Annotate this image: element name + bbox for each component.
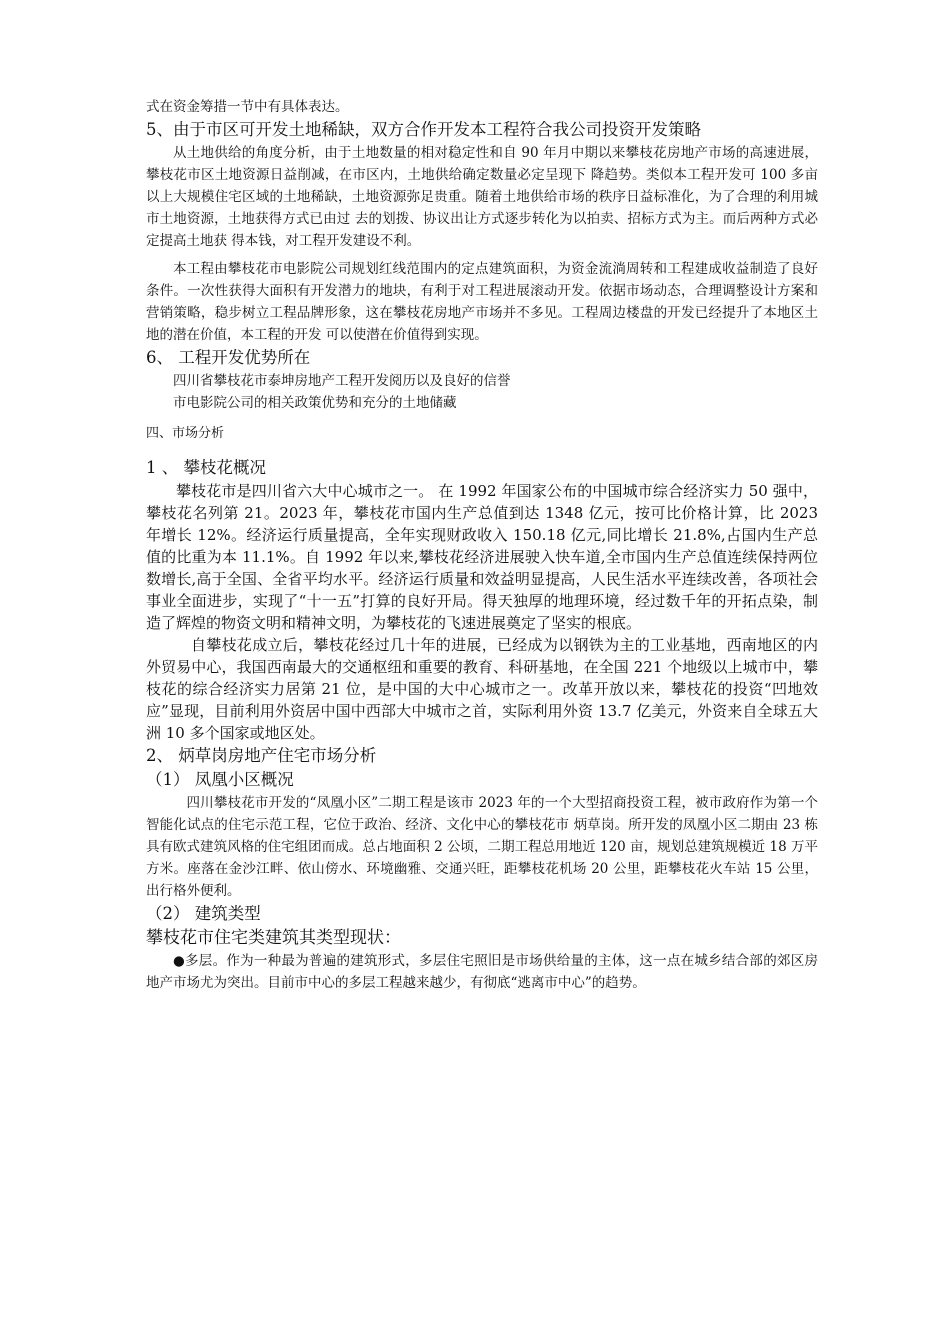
building-types-heading: 攀枝花市住宅类建筑其类型现状：: [146, 928, 401, 948]
section-5-paragraph-2: 本工程由攀枝花市电影院公司规划红线范围内的定点建筑面积，为资金流淌周转和工程建成收益制造了良好条件。一次性获得大面积有开发潜力的地块，有利于对工程进展滚动开发。依据市场动态，合理调整设计方案和营销策略，稳步树立工程品牌形象，这在攀枝花房地产市场并不多见。工程周边楼盘的开发已经提升了本地区土地的潜在价值，本工程的开发 可以使潜在价值得到实现。: [146, 261, 818, 343]
section-6-heading: 6、 工程开发优势所在: [146, 348, 311, 367]
subsection-2-heading: （2） 建筑类型: [146, 904, 261, 923]
section-2-heading: 2、 炳草岗房地产住宅市场分析: [146, 746, 377, 765]
subsection-1-heading: （1） 凤凰小区概况: [146, 770, 294, 789]
section-6-item-1: 四川省攀枝花市泰坤房地产工程开发阅历以及良好的信誉: [173, 373, 511, 389]
chapter-4-heading: 四、市场分析: [146, 426, 225, 441]
section-5-heading: 5、由于市区可开发土地稀缺，双方合作开发本工程符合我公司投资开发策略: [146, 120, 701, 139]
section-6-item-2: 市电影院公司的相关政策优势和充分的土地储藏: [173, 395, 457, 411]
section-1-paragraph-1: 攀枝花市是四川省六大中心城市之一。 在 1992 年国家公布的中国城市综合经济实力 50 强中，攀枝花名列第 21。2023 年，攀枝花市国内生产总值到达 1348 亿元，按可比价格计算，比 2023 年增长 12%。经济运行质量提高，全年实现财政收入 150.18 亿元,同比增长 21.8%,占国内生产总值的比重为本 11.1%。自 1992 年以来,攀枝花经济进展驶入快车道,全市国内生产总值连续保持两位数增长,高于全国、全省平均水平。经济运行质量和效益明显提高，人民生活水平连续改善，各项社会事业全面进步，实现了“十一五”打算的良好开局。得天独厚的地理环境，经过数千年的开拓点染，制造了辉煌的物资文明和精神文明，为攀枝花的飞速进展奠定了坚实的根底。: [146, 482, 818, 632]
document-page: [146, 96, 818, 994]
intro-paragraph: 式在资金筹措一节中有具体表达。: [146, 99, 349, 115]
subsection-1-paragraph: 四川攀枝花市开发的“凤凰小区”二期工程是该市 2023 年的一个大型招商投资工程，被市政府作为第一个智能化试点的住宅示范工程，它位于政治、经济、文化中心的攀枝花市 炳草岗。所开发的凤凰小区二期由 23 栋具有欧式建筑风格的住宅组团而成。总占地面积 2 公顷，二期工程总用地近 120 亩，规划总建筑规模近 18 万平方米。座落在金沙江畔、依山傍水、环境幽雅、交通兴旺，距攀枝花机场 20 公里，距攀枝花火车站 15 公里，出行格外便利。: [146, 795, 818, 899]
multi-storey-bullet-paragraph: ●多层。作为一种最为普遍的建筑形式，多层住宅照旧是市场供给量的主体，这一点在城乡结合部的郊区房地产市场尤为突出。目前市中心的多层工程越来越少，有彻底“逃离市中心”的趋势。: [146, 953, 818, 991]
section-1-paragraph-2: 自攀枝花成立后，攀枝花经过几十年的进展，已经成为以钢铁为主的工业基地，西南地区的内外贸易中心，我国西南最大的交通枢纽和重要的教育、科研基地，在全国 221 个地级以上城市中，攀枝花的综合经济实力居第 21 位，是中国的大中心城市之一。改革开放以来，攀枝花的投资“凹地效应”显现，目前利用外资居中国中西部大中城市之首，实际利用外资 13.7 亿美元，外资来自全球五大洲 10 多个国家或地区处。: [146, 636, 818, 742]
section-1-heading: 1 、 攀枝花概况: [146, 458, 266, 477]
section-5-paragraph-1: 从土地供给的角度分析，由于土地数量的相对稳定性和自 90 年月中期以来攀枝花房地产市场的高速进展，攀枝花市区土地资源日益削减，在市区内，土地供给确定数量必定呈现下 降趋势。类似本工程开发可 100 多亩以上大规模住宅区域的土地稀缺，土地资源弥足贵重。随着土地供给市场的秩序日益标准化，为了合理的利用城市土地资源，土地获得方式已由过 去的划拨、协议出让方式逐步转化为以拍卖、招标方式为主。而后两种方式必定提高土地获 得本钱，对工程开发建设不利。: [146, 145, 818, 249]
